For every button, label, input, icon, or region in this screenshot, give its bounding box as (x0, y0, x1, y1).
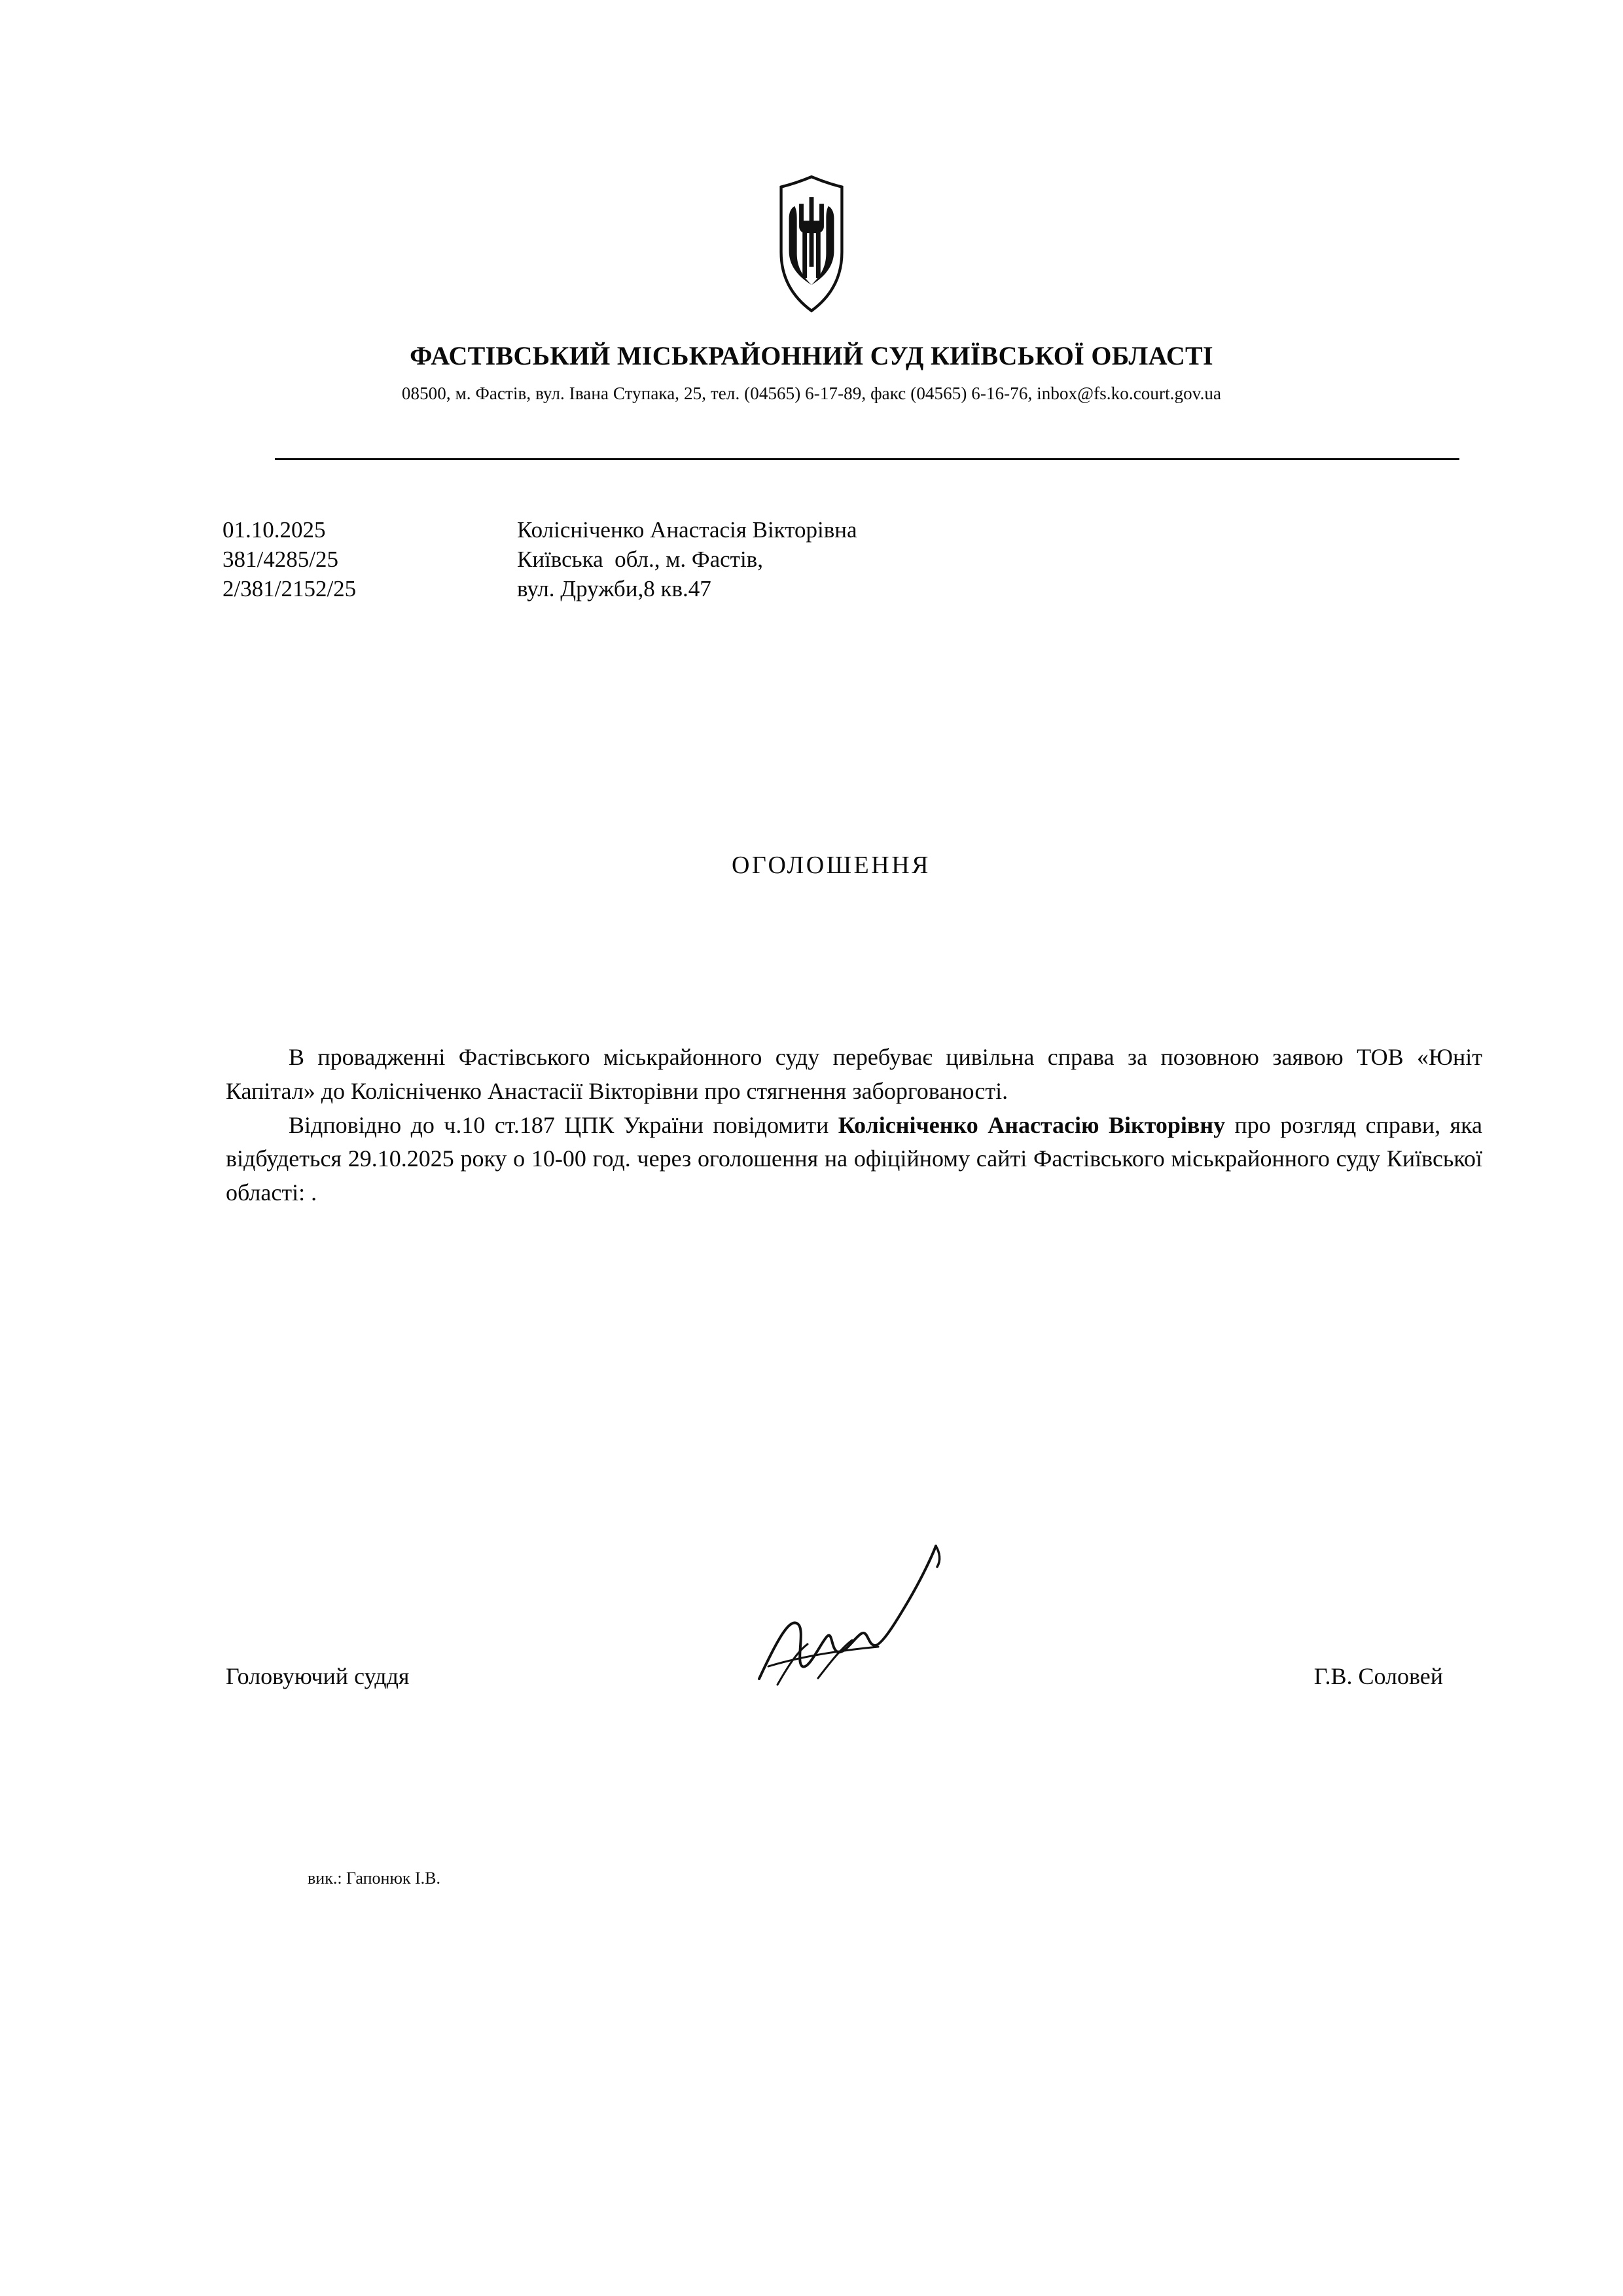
header-divider (275, 458, 1459, 460)
signature-row (226, 1662, 1482, 1690)
reference-block (223, 516, 517, 603)
letter-meta (223, 516, 1466, 603)
ukraine-coat-of-arms-icon (777, 173, 846, 314)
addressee-region: Київська обл., м. Фастів, (517, 546, 763, 572)
executor-note: вик.: Гапонюк І.В. (308, 1869, 441, 1888)
reference-outgoing-number: 381/4285/25 (223, 546, 338, 572)
emblem-container (0, 173, 1623, 317)
addressee-name: Колісніченко Анастасія Вікторівна (517, 517, 857, 543)
paragraph-2-part-2: про розгляд справи, яка відбудеться 29.10.2025 року о 10-00 год. через оголошення на офіційному сайті Фастівського міськрайонного суду Київської області: . (226, 1111, 1482, 1206)
signature-role: Головуючий суддя (226, 1663, 410, 1689)
body-paragraph-2 (226, 1109, 1482, 1210)
body-paragraph-1: В провадженні Фастівського міськрайонного суду перебуває цивільна справа за позовною заявою ТОВ «Юніт Капітал» до Колісніченко Анастасії Вікторівни про стягнення заборгованості. (226, 1044, 1482, 1104)
document-heading: ОГОЛОШЕННЯ (731, 852, 931, 879)
document-body (226, 1041, 1482, 1210)
paragraph-2-part-1: Відповідно до ч.10 ст.187 ЦПК України повідомити (289, 1111, 838, 1138)
addressee-block (517, 516, 857, 603)
court-name: ФАСТІВСЬКИЙ МІСЬКРАЙОННИЙ СУД КИЇВСЬКОЇ ОБЛАСТІ (410, 341, 1213, 370)
paragraph-2-bold-name: Колісніченко Анастасію Вікторівну (838, 1111, 1226, 1138)
signature-name: Г.В. Соловей (1313, 1663, 1443, 1689)
reference-date: 01.10.2025 (223, 517, 326, 543)
court-address: 08500, м. Фастів, вул. Івана Ступака, 25, тел. (04565) 6-17-89, факс (04565) 6-16-76, inbox@fs.ko.court.gov.ua (401, 384, 1222, 403)
addressee-street: вул. Дружби,8 кв.47 (517, 575, 711, 601)
reference-case-number: 2/381/2152/25 (223, 575, 357, 601)
